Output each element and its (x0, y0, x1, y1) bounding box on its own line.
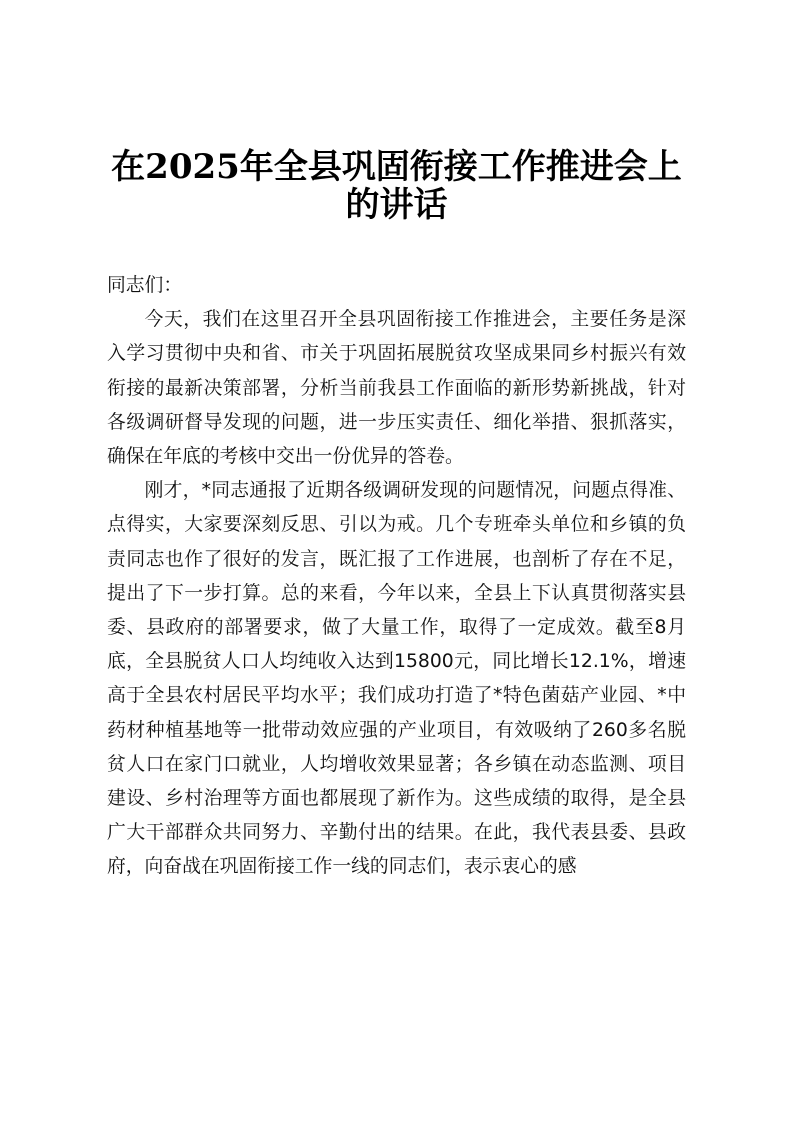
paragraph-achievements: 刚才，*同志通报了近期各级调研发现的问题情况，问题点得准、点得实，大家要深刻反思、引以为戒。几个专班牵头单位和乡镇的负责同志也作了很好的发言，既汇报了工作进展，也剖析了存在不足，提出了下一步打算。总的来看，今年以来，全县上下认真贯彻落实县委、县政府的部署要求，做了大量工作，取得了一定成效。截至8月底，全县脱贫人口人均纯收入达到15800元，同比增长12.1%，增速高于全县农村居民平均水平；我们成功打造了*特色菌菇产业园、*中药材种植基地等一批带动效应强的产业项目，有效吸纳了260多名脱贫人口在家门口就业，人均增收效果显著；各乡镇在动态监测、项目建设、乡村治理等方面也都展现了新作为。这些成绩的取得，是全县广大干部群众共同努力、辛勤付出的结果。在此，我代表县委、县政府，向奋战在巩固衔接工作一线的同志们，表示衷心的感 (107, 480, 686, 878)
salutation: 同志们： (107, 275, 183, 296)
document-body (107, 269, 686, 885)
paragraph-opening: 今天，我们在这里召开全县巩固衔接工作推进会，主要任务是深入学习贯彻中央和省、市关于巩固拓展脱贫攻坚成果同乡村振兴有效衔接的最新决策部署，分析当前我县工作面临的新形势新挑战，针对各级调研督导发现的问题，进一步压实责任、细化举措、狠抓落实，确保在年底的考核中交出一份优异的答卷。 (107, 309, 686, 468)
document-title: 在2025年全县巩固衔接工作推进会上的讲话 (111, 147, 682, 225)
